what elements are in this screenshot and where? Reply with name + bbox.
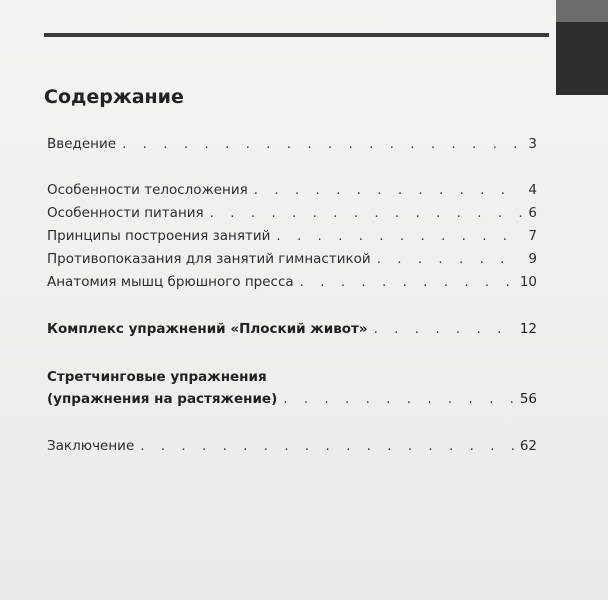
toc-entry bbox=[47, 274, 537, 294]
toc-entry-title: Принципы построения занятий bbox=[47, 228, 271, 244]
toc-entry-page: 12 bbox=[519, 321, 537, 337]
toc-entry-page: 10 bbox=[519, 274, 537, 290]
dot-leader bbox=[122, 136, 522, 152]
toc-entry-title-line1: Стретчинговые упражнения bbox=[47, 369, 267, 385]
dot-leader bbox=[300, 274, 514, 290]
toc-heading: Содержание bbox=[44, 86, 184, 108]
toc-entry-page: 6 bbox=[528, 205, 537, 221]
toc-entry bbox=[47, 228, 537, 248]
toc-entry bbox=[47, 391, 537, 411]
dot-leader bbox=[210, 205, 523, 221]
toc-entry bbox=[47, 251, 537, 271]
dot-leader bbox=[377, 251, 523, 267]
toc-entry-title: Заключение bbox=[47, 438, 135, 454]
toc-entry bbox=[47, 321, 537, 341]
corner-tab-highlight bbox=[556, 0, 608, 22]
toc-entry-page: 56 bbox=[519, 391, 537, 407]
toc-entry-title: Анатомия мышц брюшного пресса bbox=[47, 274, 294, 290]
dot-leader bbox=[374, 321, 514, 337]
dot-leader bbox=[283, 391, 514, 407]
dot-leader bbox=[276, 228, 522, 244]
toc-entry-page: 4 bbox=[528, 182, 537, 198]
dot-leader bbox=[254, 182, 523, 198]
toc-entry-page: 3 bbox=[528, 136, 537, 152]
toc-entry-title: Введение bbox=[47, 136, 117, 152]
toc-entry-title: Особенности телосложения bbox=[47, 182, 248, 198]
toc-entry-page: 62 bbox=[519, 438, 537, 454]
toc-entry-title: Противопоказания для занятий гимнастикой bbox=[47, 251, 371, 267]
dot-leader bbox=[140, 438, 514, 454]
toc-entry bbox=[47, 182, 537, 202]
toc-entry-title: Комплекс упражнений «Плоский живот» bbox=[47, 321, 368, 337]
toc-entry-title: (упражнения на растяжение) bbox=[47, 391, 278, 407]
toc-entry-page: 7 bbox=[528, 228, 537, 244]
toc-entry-title: Особенности питания bbox=[47, 205, 204, 221]
toc-entry bbox=[47, 136, 537, 156]
toc-entry bbox=[47, 205, 537, 225]
toc-entry bbox=[47, 438, 537, 458]
top-rule bbox=[44, 33, 549, 37]
toc-entry-page: 9 bbox=[528, 251, 537, 267]
